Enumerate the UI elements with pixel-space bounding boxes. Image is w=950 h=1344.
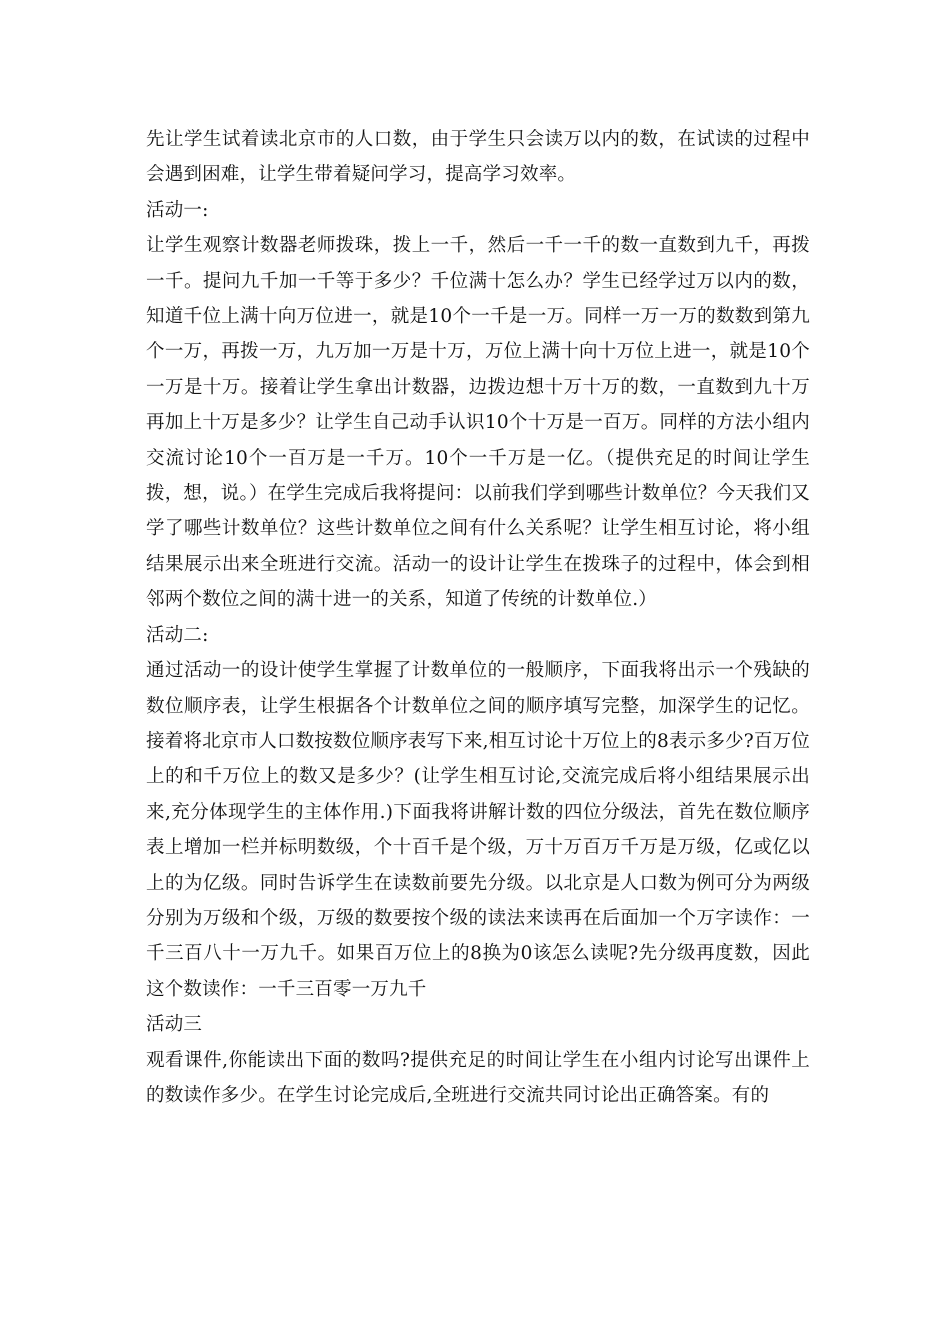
activity-three-heading: 活动三 xyxy=(146,1014,203,1036)
intro-paragraph: 先让学生试着读北京市的人口数，由于学生只会读万以内的数，在试读的过程中会遇到困难，让学生带着疑问学习，提高学习效率。 xyxy=(146,129,810,186)
activity-two-heading: 活动二: xyxy=(146,624,209,646)
activity-one-heading: 活动一: xyxy=(146,199,209,221)
document-body xyxy=(146,122,810,1113)
activity-two-paragraph: 通过活动一的设计使学生掌握了计数单位的一般顺序，下面我将出示一个残缺的数位顺序表，让学生根据各个计数单位之间的顺序填写完整，加深学生的记忆。接着将北京市人口数按数位顺序表写下来,相互讨论十万位上的8表示多少?百万位上的和千万位上的数又是多少？(让学生相互讨论,交流完成后将小组结果展示出来,充分体现学生的主体作用.)下面我将讲解计数的四位分级法，首先在数位顺序表上增加一栏并标明数级，个十百千是个级，万十万百万千万是万级，亿或亿以上的为亿级。同时告诉学生在读数前要先分级。以北京是人口数为例可分为两级分别为万级和个级，万级的数要按个级的读法来读再在后面加一个万字读作：一千三百八十一万九千。如果百万位上的8换为0该怎么读呢?先分级再度数，因此这个数读作：一千三百零一万九千 xyxy=(146,660,810,1000)
activity-one-paragraph: 让学生观察计数器老师拨珠，拨上一千，然后一千一千的数一直数到九千，再拨一千。提问九千加一千等于多少？千位满十怎么办？学生已经学过万以内的数，知道千位上满十向万位进一，就是10个一千是一万。同样一万一万的数数到第九个一万，再拨一万，九万加一万是十万，万位上满十向十万位上进一，就是10个一万是十万。接着让学生拿出计数器，边拨边想十万十万的数，一直数到九十万再加上十万是多少？让学生自己动手认识10个十万是一百万。同样的方法小组内交流讨论10个一百万是一千万。10个一千万是一亿。（提供充足的时间让学生拨，想，说。）在学生完成后我将提问：以前我们学到哪些计数单位？今天我们又学了哪些计数单位？这些计数单位之间有什么关系呢？让学生相互讨论，将小组结果展示出来全班进行交流。活动一的设计让学生在拨珠子的过程中，体会到相邻两个数位之间的满十进一的关系，知道了传统的计数单位.） xyxy=(146,235,810,611)
activity-three-paragraph: 观看课件,你能读出下面的数吗?提供充足的时间让学生在小组内讨论写出课件上的数读作多少。在学生讨论完成后,全班进行交流共同讨论出正确答案。有的 xyxy=(146,1049,810,1106)
